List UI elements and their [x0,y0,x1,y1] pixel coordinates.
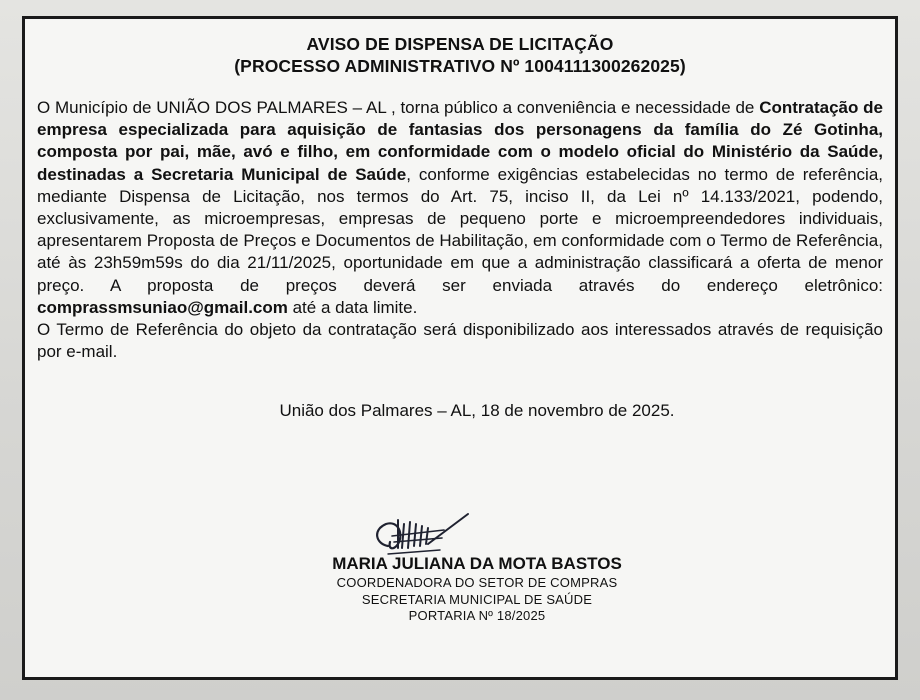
handwritten-signature [358,500,478,560]
signatory-ordinance: PORTARIA Nº 18/2025 [408,608,546,623]
object-description: Contratação de empresa especializada para aquisição de fantasias dos personagens da família do Zé Gotinha, composta por pai, mãe, avó e filho, em conformidade com o modelo oficial do Ministério da Saúde, destinadas a Secretaria Municipal de Saúde [37,98,884,184]
signatory-block [0,553,920,625]
title-line-2: (PROCESSO ADMINISTRATIVO Nº 1004111300262025) [234,56,686,76]
signatory-role: COORDENADORA DO SETOR DE COMPRAS [336,575,618,590]
signatory-name: MARIA JULIANA DA MOTA BASTOS [332,554,622,573]
title-line-1: AVISO DE DISPENSA DE LICITAÇÃO [306,34,614,54]
contact-email: comprassmsuniao@gmail.com [37,297,288,317]
paragraph-reference: O Termo de Referência do objeto da contratação será disponibilizado aos interessados através de requisição por e-mail. [37,320,883,362]
signatory-department: SECRETARIA MUNICIPAL DE SAÚDE [361,591,593,607]
deadline-text: até a data limite. [287,297,418,317]
notice-title [37,33,883,77]
date-line: União dos Palmares – AL, 18 de novembro de 2025. [279,401,675,421]
terms-text: , conforme exigências estabelecidas no termo de referência, mediante Dispensa de Licitação, nos termos do Art. 75, inciso II, da Lei nº 14.133/2021, podendo, exclusivamente, as microempresas, empresas de pequeno porte e microempreendedores individuais, apresentarem Proposta de Preços e Documentos de Habilitação, em conformidade com o Termo de Referência, até às 23h59m59s do dia 21/11/2025, oportunidade em que a administração classificará a oferta de menor preço. A proposta de preços deverá ser enviada através do endereço eletrônico: [37,164,884,295]
intro-text: O Município de UNIÃO DOS PALMARES – AL , torna público a conveniência e necessidade de [37,98,760,117]
notice-body [37,97,883,363]
paragraph-main [37,97,883,319]
